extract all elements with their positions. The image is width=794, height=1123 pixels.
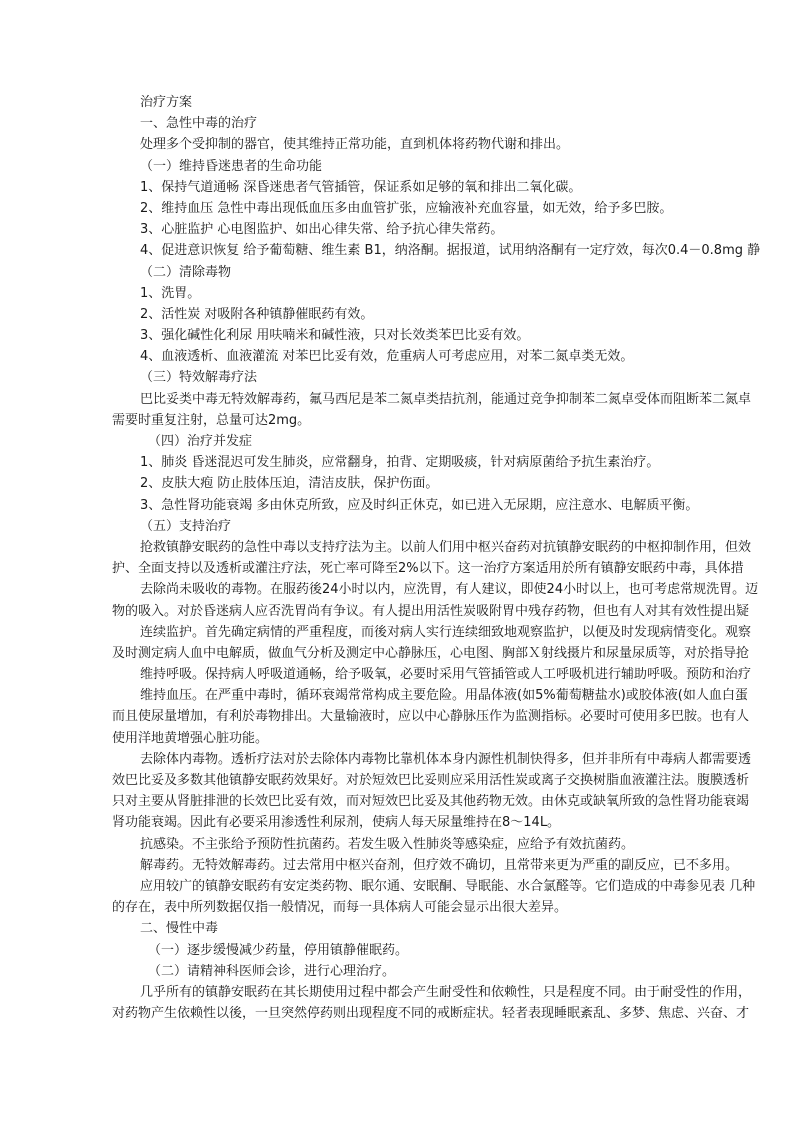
text-line: 解毒药。无特效解毒药。过去常用中枢兴奋剂，但疗效不确切，且常带来更为严重的副反应，已不多用。 <box>140 857 739 873</box>
text-line: 3、心脏监护 心电图监护、如出心律失常、给予抗心律失常药。 <box>140 222 504 238</box>
text-line: 抗感染。不主张给予预防性抗菌药。若发生吸入性肺炎等感染症，应给予有效抗菌药。 <box>140 836 635 852</box>
text-line: 及时测定病人血中电解质，做血气分析及测定中心静脉压，心电图、胸部Ｘ射线摄片和尿量尿质等，对於指导抢 <box>112 645 750 661</box>
text-line: 1、肺炎 昏迷混迟可发生肺炎，应常翻身，拍背、定期吸痰，针对病原菌给予抗生素治疗。 <box>140 455 660 471</box>
text-line: （一）维持昏迷患者的生命功能 <box>140 158 323 174</box>
text-line: 效巴比妥及多数其他镇静安眠药效果好。对於短效巴比妥则应采用活性炭或离子交换树脂血液灌注法。腹膜透析 <box>112 773 750 788</box>
text-line: 物的吸入。对於昏迷病人应否洗胃尚有争议。有人提出用活性炭吸附胃中残存药物，但也有人对其有效性提出疑 <box>112 603 750 619</box>
text-line: 肾功能衰竭。因此有必要采用渗透性利尿剂，使病人每天尿量维持在8～14L。 <box>112 815 561 831</box>
document-body <box>0 92 794 1123</box>
text-line: （四）治疗并发症 <box>148 434 253 449</box>
text-line: 巴比妥类中毒无特效解毒药，氟马西尼是苯二氮卓类拮抗剂，能通过竞争抑制苯二氮卓受体而阻断苯二氮卓 <box>140 391 752 407</box>
text-line: 去除尚未吸收的毒物。在服药後24小时以内，应洗胃，有人建议，即使24小时以上，也可考虑常规洗胃。迈 <box>140 582 759 598</box>
text-line: （三）特效解毒疗法 <box>140 370 258 386</box>
text-line: 使用洋地黄增强心脏功能。 <box>112 730 269 746</box>
text-line: 二、慢性中毒 <box>140 921 219 937</box>
text-line: （二）请精神科医师会诊，进行心理治疗。 <box>148 963 396 979</box>
text-line: 护、全面支持以及透析或灌注疗法，死亡率可降至2%以下。这一治疗方案适用於所有镇静安眠药中毒，具体措 <box>112 561 744 577</box>
text-line: 4、血液透析、血液灌流 对苯巴比妥有效，危重病人可考虑应用，对苯二氮卓类无效。 <box>140 349 634 365</box>
text-line: 的存在，表中所列数据仅指一般情况，而每一具体病人可能会显示出很大差异。 <box>112 900 568 916</box>
text-line: 去除体内毒物。透析疗法对於去除体内毒物比靠机体本身内源性机制快得多，但并非所有中毒病人都需要透 <box>140 751 752 767</box>
text-line: 连续监护。首先确定病情的严重程度，而後对病人实行连续细致地观察监护，以便及时发现病情变化。观察 <box>140 624 752 640</box>
text-line: （二）清除毒物 <box>140 264 232 280</box>
text-line: 一、急性中毒的治疗 <box>140 116 258 132</box>
text-line: 而且使尿量增加，有利於毒物排出。大量输液时，应以中心静脉压作为监测指标。必要时可使用多巴胺。也有人 <box>112 709 750 725</box>
text-line: 应用较广的镇静安眠药有安定类药物、眠尔通、安眠酮、导眠能、水合氯醛等。它们造成的中毒参见表 几种 <box>140 878 756 894</box>
text-line: 1、洗胃。 <box>140 285 201 301</box>
text-line: 2、活性炭 对吸附各种镇静催眠药有效。 <box>140 306 374 322</box>
text-line: （五）支持治疗 <box>140 518 232 534</box>
text-line: 2、皮肤大疱 防止肢体压迫，清洁皮肤，保护伤面。 <box>140 476 439 492</box>
text-line: 对药物产生依赖性以後，一旦突然停药则出现程度不同的戒断症状。轻者表现睡眠紊乱、多梦、焦虑、兴奋、才 <box>112 1006 750 1022</box>
text-line: 需要时重复注射，总量可达2mg。 <box>112 412 311 428</box>
text-line: 3、急性肾功能衰竭 多由休克所致，应及时纠正休克，如已进入无尿期，应注意水、电解质平衡。 <box>140 497 699 513</box>
text-line: （一）逐步缓慢减少药量，停用镇静催眠药。 <box>148 942 409 958</box>
text-line: 2、维持血压 急性中毒出现低血压多由血管扩张，应输液补充血容量，如无效，给予多巴胺。 <box>140 200 673 216</box>
text-line: 1、保持气道通畅 深昏迷患者气管插管，保证系如足够的氧和排出二氧化碳。 <box>140 179 582 195</box>
text-line: 只对主要从肾脏排泄的长效巴比妥有效，而对短效巴比妥及其他药物无效。由休克或缺氧所致的急性肾功能衰竭 <box>112 794 750 810</box>
text-line: 4、促进意识恢复 给予葡萄糖、维生素 B1，纳洛酮。据报道，试用纳洛酮有一定疗效，每次0.4－0.8mg 静 <box>140 243 761 259</box>
text-line: 处理多个受抑制的器官，使其维持正常功能，直到机体将药物代谢和排出。 <box>140 137 570 153</box>
text-line: 抢救镇静安眠药的急性中毒以支持疗法为主。以前人们用中枢兴奋药对抗镇静安眠药的中枢抑制作用，但效 <box>140 539 752 555</box>
text-line: 3、强化碱性化利尿 用呋喃米和碱性液，只对长效类苯巴比妥有效。 <box>140 328 530 344</box>
text-line: 维持血压。在严重中毒时，循环衰竭常常构成主要危险。用晶体液(如5%葡萄糖盐水)或胶体液(如人血白蛋 <box>140 688 748 704</box>
text-line: 维持呼吸。保持病人呼吸道通畅，给予吸氧，必要时采用气管插管或人工呼吸机进行辅助呼吸。预防和治疗 <box>140 667 752 683</box>
text-line: 治疗方案 <box>140 95 193 110</box>
text-line: 几乎所有的镇静安眠药在其长期使用过程中都会产生耐受性和依赖性，只是程度不同。由于耐受性的作用， <box>140 984 752 1000</box>
